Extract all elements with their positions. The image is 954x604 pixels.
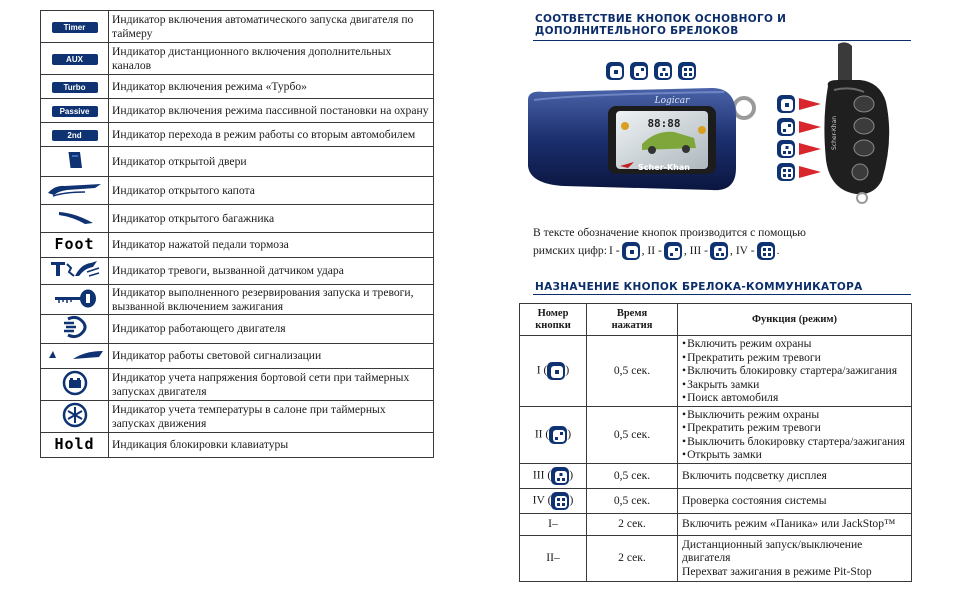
button-4-icon bbox=[551, 492, 569, 510]
button-4-icon bbox=[678, 62, 696, 80]
button-4-icon bbox=[757, 242, 775, 260]
indicator-row bbox=[41, 401, 434, 433]
table-row bbox=[520, 336, 912, 407]
passive-badge-icon: Passive bbox=[52, 106, 98, 117]
press-time: 0,5 сек. bbox=[587, 463, 678, 488]
door-icon bbox=[64, 149, 86, 171]
divider bbox=[533, 294, 911, 295]
button-3-icon bbox=[777, 140, 795, 158]
indicator-row bbox=[41, 99, 434, 123]
indicator-text: Индикатор выполненного резервирования запуска и тревоги, вызванной включением зажигания bbox=[109, 285, 434, 315]
button-number: II ( ) bbox=[520, 406, 587, 463]
indicator-row bbox=[41, 233, 434, 258]
press-time: 0,5 сек. bbox=[587, 336, 678, 407]
indicator-row bbox=[41, 285, 434, 315]
button-number: IV ( ) bbox=[520, 488, 587, 513]
foot-display-icon: Foot bbox=[54, 235, 95, 253]
indicator-text: Индикатор перехода в режим работы со вторым автомобилем bbox=[109, 123, 434, 147]
indicator-text: Индикатор работы световой сигнализации bbox=[109, 344, 434, 369]
button-legend bbox=[606, 62, 702, 80]
button-3-icon bbox=[551, 467, 569, 485]
secondary-fob-image bbox=[820, 40, 900, 206]
fob-brand-text: Logicar bbox=[654, 96, 690, 106]
battery-timer-icon bbox=[62, 370, 88, 396]
button-2-icon bbox=[664, 242, 682, 260]
temperature-timer-icon bbox=[62, 402, 88, 428]
button-number: I– bbox=[520, 513, 587, 535]
indicator-row bbox=[41, 433, 434, 458]
fob-maker-text: Scher-Khan bbox=[638, 163, 690, 172]
indicator-row bbox=[41, 75, 434, 99]
hold-display-icon: Hold bbox=[54, 435, 95, 453]
trunk-icon bbox=[45, 207, 105, 227]
indicator-text: Индикатор включения режима пассивной постановки на охрану bbox=[109, 99, 434, 123]
table-row bbox=[520, 406, 912, 463]
engine-running-icon bbox=[60, 315, 90, 339]
header-button-number: Номер кнопки bbox=[520, 304, 587, 336]
indicator-row bbox=[41, 11, 434, 43]
arrow-icon bbox=[799, 121, 821, 133]
indicator-row bbox=[41, 147, 434, 177]
button-2-icon bbox=[777, 118, 795, 136]
aux-badge-icon: AUX bbox=[52, 54, 98, 65]
indicator-row bbox=[41, 43, 434, 75]
press-time: 0,5 сек. bbox=[587, 488, 678, 513]
second-car-badge-icon: 2nd bbox=[52, 130, 98, 141]
function-text: Дистанционный запуск/выключение двигателя Перехват зажигания в режиме Pit-Stop bbox=[678, 535, 912, 581]
table-row bbox=[520, 463, 912, 488]
indicator-row bbox=[41, 315, 434, 344]
fob-display-text: 88:88 bbox=[647, 117, 681, 130]
section-title-buttons: СООТВЕТСТВИЕ КНОПОК ОСНОВНОГО И ДОПОЛНИТЕЛЬНОГО БРЕЛОКОВ bbox=[535, 13, 787, 37]
button-1-icon bbox=[777, 95, 795, 113]
indicator-row bbox=[41, 123, 434, 147]
key-reservation-icon bbox=[51, 287, 99, 309]
function-list: • Выключить режим охраны • Прекратить режим тревоги • Выключить блокировку стартера/зажигания • Открыть замки bbox=[678, 406, 912, 463]
main-fob-image bbox=[524, 86, 760, 194]
hood-icon bbox=[45, 179, 105, 199]
indicator-row bbox=[41, 177, 434, 205]
indicator-row bbox=[41, 344, 434, 369]
button-1-icon bbox=[547, 362, 565, 380]
indicator-text: Индикатор включения режима «Турбо» bbox=[109, 75, 434, 99]
function-text: Включить подсветку дисплея bbox=[678, 463, 912, 488]
section-title-functions: НАЗНАЧЕНИЕ КНОПОК БРЕЛОКА-КОММУНИКАТОРА bbox=[535, 281, 863, 293]
indicator-text: Индикатор дистанционного включения дополнительных каналов bbox=[109, 43, 434, 75]
press-time: 2 сек. bbox=[587, 535, 678, 581]
button-functions-table bbox=[519, 303, 912, 582]
turbo-badge-icon: Turbo bbox=[52, 82, 98, 93]
table-row bbox=[520, 535, 912, 581]
button-number: I ( ) bbox=[520, 336, 587, 407]
function-text: Включить режим «Паника» или JackStop™ bbox=[678, 513, 912, 535]
indicator-text: Индикатор открытой двери bbox=[109, 147, 434, 177]
indicator-row bbox=[41, 258, 434, 285]
function-list: • Включить режим охраны • Прекратить режим тревоги • Включить блокировку стартера/зажигания • Закрыть замки • Поиск автомобиля bbox=[678, 336, 912, 407]
indicator-text: Индикатор учета температуры в салоне при таймерных запусках движения bbox=[109, 401, 434, 433]
indicator-text: Индикатор включения автоматического запуска двигателя по таймеру bbox=[109, 11, 434, 43]
button-2-icon bbox=[549, 426, 567, 444]
indicator-text: Индикатор работающего двигателя bbox=[109, 315, 434, 344]
indicator-text: Индикатор открытого капота bbox=[109, 177, 434, 205]
indicator-table bbox=[40, 10, 434, 458]
light-signal-icon bbox=[45, 347, 105, 361]
button-4-icon bbox=[777, 163, 795, 181]
button-number: II– bbox=[520, 535, 587, 581]
press-time: 2 сек. bbox=[587, 513, 678, 535]
timer-badge-icon: Timer bbox=[52, 22, 98, 33]
indicator-text: Индикатор учета напряжения бортовой сети при таймерных запусках двигателя bbox=[109, 369, 434, 401]
button-3-icon bbox=[654, 62, 672, 80]
button-1-icon bbox=[606, 62, 624, 80]
indicator-text: Индикация блокировки клавиатуры bbox=[109, 433, 434, 458]
indicator-text: Индикатор нажатой педали тормоза bbox=[109, 233, 434, 258]
indicator-text: Индикатор тревоги, вызванной датчиком удара bbox=[109, 258, 434, 285]
button-number: III ( ) bbox=[520, 463, 587, 488]
shock-alarm-icon bbox=[47, 258, 103, 280]
button-1-icon bbox=[622, 242, 640, 260]
press-time: 0,5 сек. bbox=[587, 406, 678, 463]
buttons-note: В тексте обозначение кнопок производится с помощью римских цифр: I - , II - , III - , IV - . bbox=[533, 225, 806, 260]
function-text: Проверка состояния системы bbox=[678, 488, 912, 513]
small-fob-brand-text: Scher-Khan bbox=[831, 115, 838, 150]
header-function: Функция (режим) bbox=[678, 304, 912, 336]
table-header-row bbox=[520, 304, 912, 336]
button-2-icon bbox=[630, 62, 648, 80]
table-row bbox=[520, 513, 912, 535]
arrow-icon bbox=[799, 98, 821, 110]
arrow-icon bbox=[799, 143, 821, 155]
button-3-icon bbox=[710, 242, 728, 260]
indicator-row bbox=[41, 205, 434, 233]
arrow-icon bbox=[799, 166, 821, 178]
header-press-time: Время нажатия bbox=[587, 304, 678, 336]
table-row bbox=[520, 488, 912, 513]
indicator-row bbox=[41, 369, 434, 401]
indicator-text: Индикатор открытого багажника bbox=[109, 205, 434, 233]
